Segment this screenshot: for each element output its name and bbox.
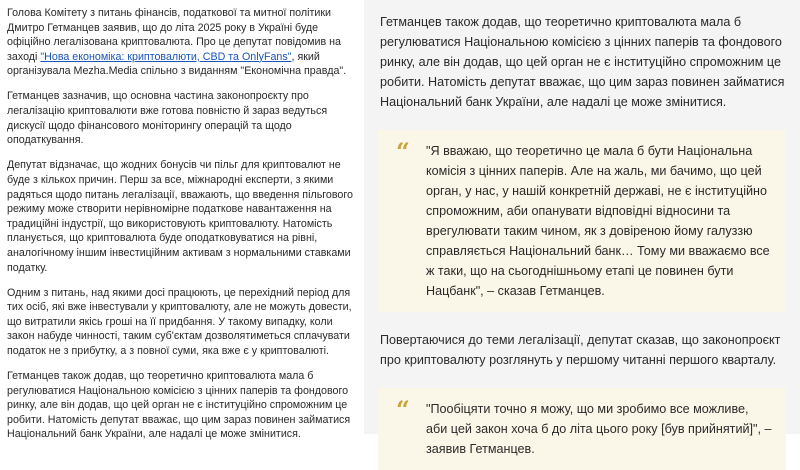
- blockquote-promise: [378, 388, 786, 470]
- intro-text-end: , який організувала Mezha.Media спільно з виданням "Економічна правда".: [7, 50, 347, 78]
- paragraph-regulator-right: Гетманцев також додав, що теоретично криптовалюта мала б регулюватися Національною комісією з цінних паперів та фондового ринку, але він додав, що цей орган не є інституційно спроможним це робити. Натомість депутат вважає, що цим зараз повинен займатися Національний банк України, але надалі це може змінитися.: [380, 15, 785, 109]
- quote-icon: “: [396, 137, 410, 166]
- article-right-column: [364, 0, 800, 456]
- event-link[interactable]: "Нова економіка: криптовалюти, CBD та OnlyFans": [40, 50, 292, 63]
- quote-icon: “: [396, 395, 410, 424]
- blockquote-regulator: [378, 130, 786, 312]
- paragraph-intro: [7, 6, 356, 79]
- paragraph-regulator: Гетманцев також додав, що теоретично криптовалюта мала б регулюватися Національною комісією з цінних паперів та фондового ринку, але він додав, що цей орган не є інституційно спроможним це робити. Натомість депутат вважає, що цим зараз повинен займатися Національний банк України, але надалі це може змінитися.: [7, 370, 351, 441]
- quote-text: "Я вважаю, що теоретично це мала б бути Національна комісія з цінних паперів. Але на жаль, ми бачимо, що цей орган, у нас, у нашій конкретній державі, не є інституційно спроможним, аби опанувати відповідні відносини та врегулювати таким чином, як з довіреною йому галуззю справляється Національний банк… Тому ми вважаємо все ж таки, що на сьогоднішньому етапі це повинен бути Нацбанк", – сказав Гетманцев.: [426, 144, 770, 298]
- paragraph-first-reading: Повертаючися до теми легалізації, депутат сказав, що законопроєкт про криптовалюту розглянуть у першому читанні першого кварталу.: [380, 333, 781, 367]
- paragraph-transition-period: Одним з питань, над якими досі працюють, це перехідний період для тих осіб, які вже інвестували у криптовалюту, але не можуть довести, що витратили якісь гроші на її придбання. У такому випадку, коли закон набуде чинності, таким суб'єктам дозволятиметься сплачувати податок не з прибутку, а з повної суми, яка вже є у криптовалюті.: [7, 286, 352, 357]
- quote-text: "Пообіцяти точно я можу, що ми зробимо все можливе, аби цей закон хоча б до літа цього року [був прийнятий]", – заявив Гетманцев.: [426, 402, 772, 456]
- paragraph-law-status: Гетманцев зазначив, що основна частина законопроєкту про легалізацію криптовалюти вже готова повністю й зараз ведуться дискусії щодо фінансового моніторингу операцій та щодо оподаткування.: [7, 90, 328, 147]
- intro-text: Голова Комітету з питань фінансів, податкової та митної політики Дмитро Гетманцев заявив, що до літа 2025 року в Україні буде офіційно легалізована криптовалюта. Про це депутат повідомив на заході: [7, 7, 341, 63]
- article-left-column: [0, 0, 364, 441]
- paragraph-taxation: Депутат відзначає, що жодних бонусів чи пільг для криптовалют не буде з кількох причин. Перш за все, міжнародні експерти, з якими радяться щодо питань легалізації, вважають, що введення пільгового режиму може створити нерівномірне податкове навантаження на традиційні індустрії, що використовують криптовалюту. Натомість планується, що криптовалюта буде оподатковуватися на рівні, аналогічному іншим інвестиційним активам з нормальними ставками податку.: [7, 159, 353, 274]
